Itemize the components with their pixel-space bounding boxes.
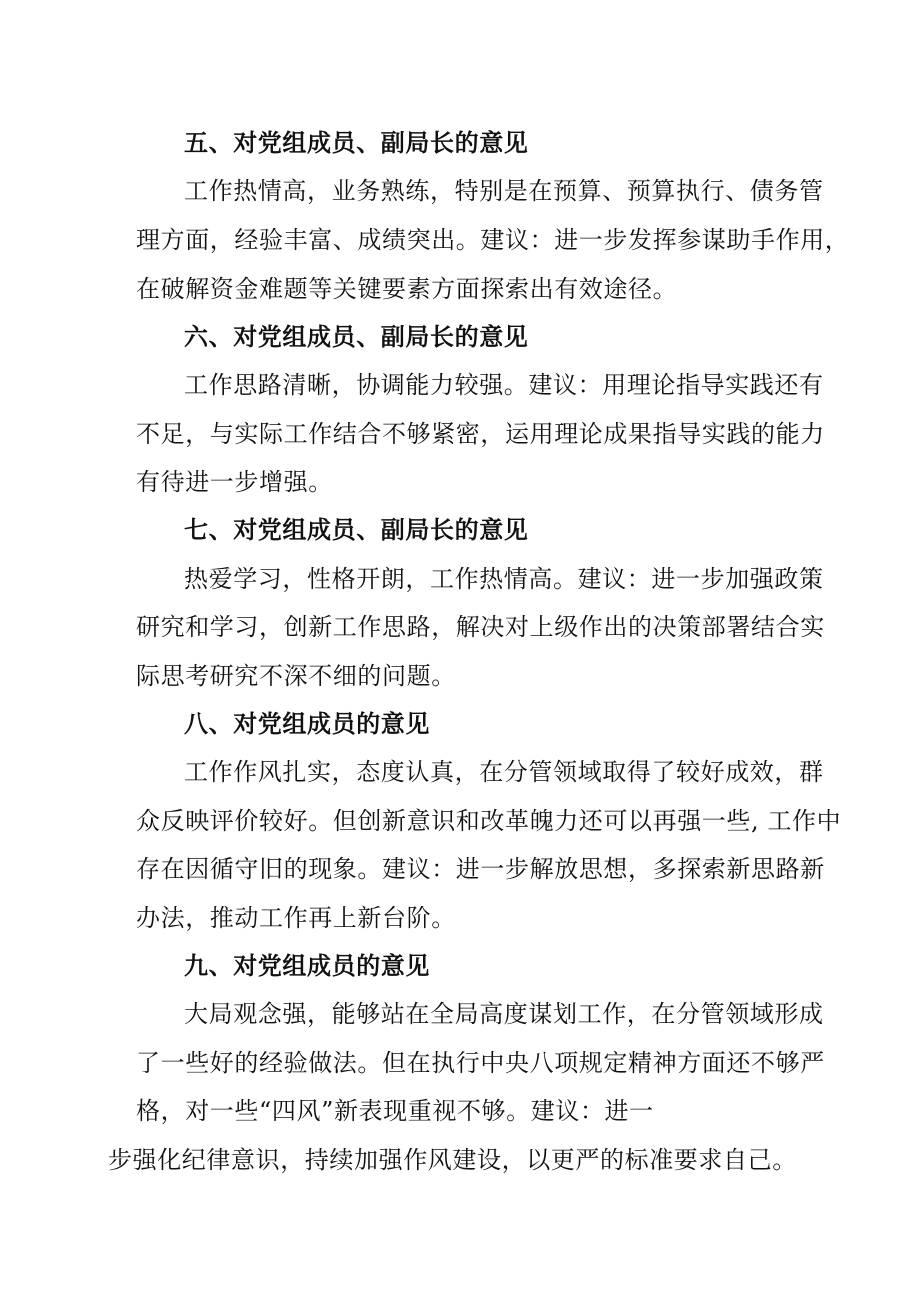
paragraph-line: 办法，推动工作再上新台阶。	[136, 904, 456, 932]
section-heading-5: 五、对党组成员、副局长的意见	[184, 128, 529, 157]
paragraph-line: 了一些好的经验做法。但在执行中央八项规定精神方面还不够严	[136, 1049, 825, 1077]
paragraph-line: 步强化纪律意识，持续加强作风建设，以更严的标准要求自己。	[108, 1146, 797, 1174]
section-heading-7: 七、对党组成员、副局长的意见	[184, 515, 529, 544]
paragraph-line: 存在因循守旧的现象。建议：进一步解放思想，多探索新思路新	[136, 855, 825, 883]
paragraph-line: 工作热情高，业务熟练，特别是在预算、预算执行、债务管	[184, 177, 824, 205]
section-heading-8: 八、对党组成员的意见	[184, 709, 430, 738]
paragraph-line: 不足，与实际工作结合不够紧密，运用理论成果指导实践的能力	[136, 420, 825, 448]
paragraph-line: 有待进一步增强。	[136, 468, 333, 496]
paragraph-line: 工作作风扎实，态度认真，在分管领域取得了较好成效，群	[184, 758, 824, 786]
paragraph-line: 际思考研究不深不细的问题。	[136, 662, 456, 690]
paragraph-line: 研究和学习，创新工作思路，解决对上级作出的决策部署结合实	[136, 613, 825, 641]
section-heading-9: 九、对党组成员的意见	[184, 951, 430, 980]
paragraph-line: 理方面，经验丰富、成绩突出。建议：进一步发挥参谋助手作用，	[136, 226, 850, 254]
paragraph-line: 热爱学习，性格开朗，工作热情高。建议：进一步加强政策	[184, 565, 824, 593]
paragraph-line: 大局观念强，能够站在全局高度谋划工作，在分管领域形成	[184, 1000, 824, 1028]
paragraph-line: 格，对一些“四风”新表现重视不够。建议：进一	[136, 1097, 654, 1125]
section-heading-6: 六、对党组成员、副局长的意见	[184, 322, 529, 351]
paragraph-line: 在破解资金难题等关键要素方面探索出有效途径。	[136, 275, 678, 303]
paragraph-line: 众反映评价较好。但创新意识和改革魄力还可以再强一些, 工作中	[136, 807, 842, 835]
paragraph-line: 工作思路清晰，协调能力较强。建议：用理论指导实践还有	[184, 371, 824, 399]
